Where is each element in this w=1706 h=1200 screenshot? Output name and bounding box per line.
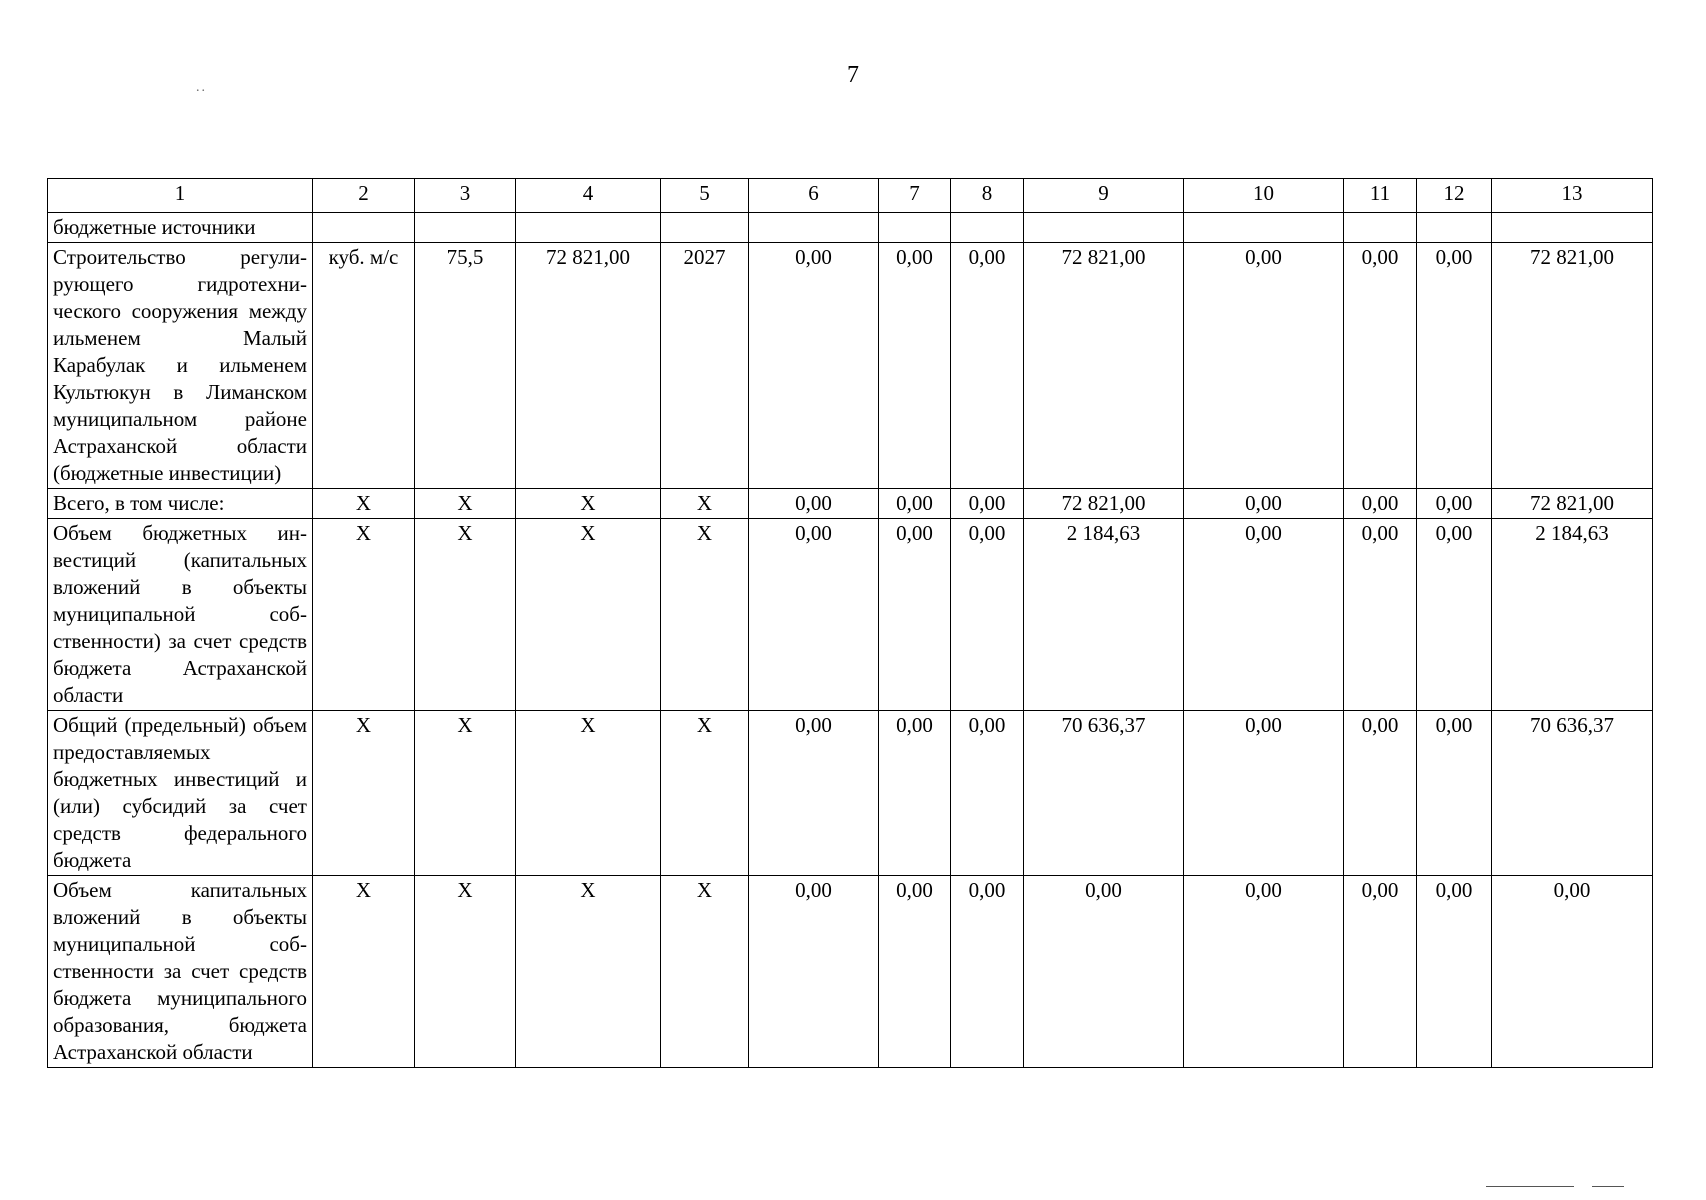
column-number-7: 7 [879,179,951,213]
table-cell-col-6 [749,213,879,243]
table-cell-col-3 [415,213,516,243]
signature-line [1486,1186,1574,1187]
table-cell-col-12: 0,00 [1417,519,1492,711]
table-row [48,213,1653,243]
row-description: Общий (предельный) объем предоставляемых бюджетных инвестиций и (или) субсидий за счет средств федерального бюджета [48,711,313,876]
table-cell-col-4: Х [516,876,661,1068]
table-cell-col-5: 2027 [661,243,749,489]
table-cell-col-6: 0,00 [749,489,879,519]
column-number-4: 4 [516,179,661,213]
table-cell-col-10: 0,00 [1184,243,1344,489]
column-number-2: 2 [313,179,415,213]
table-cell-col-6: 0,00 [749,519,879,711]
column-number-13: 13 [1492,179,1653,213]
table-cell-col-11 [1344,213,1417,243]
table-cell-col-8: 0,00 [951,519,1024,711]
table-cell-col-12: 0,00 [1417,876,1492,1068]
column-number-9: 9 [1024,179,1184,213]
table-cell-col-8: 0,00 [951,876,1024,1068]
table-cell-col-6: 0,00 [749,711,879,876]
table-cell-col-8: 0,00 [951,243,1024,489]
column-number-11: 11 [1344,179,1417,213]
table-cell-col-11: 0,00 [1344,876,1417,1068]
table-cell-col-10: 0,00 [1184,489,1344,519]
column-number-5: 5 [661,179,749,213]
table-cell-col-7 [879,213,951,243]
table-cell-col-4: Х [516,711,661,876]
table-row [48,489,1653,519]
table-cell-col-12: 0,00 [1417,243,1492,489]
table-cell-col-8: 0,00 [951,711,1024,876]
table-cell-col-3: Х [415,876,516,1068]
table-cell-col-4 [516,213,661,243]
table-cell-col-9: 72 821,00 [1024,489,1184,519]
table-cell-col-9: 2 184,63 [1024,519,1184,711]
table-row [48,519,1653,711]
table-cell-col-13: 70 636,37 [1492,711,1653,876]
page-number: 7 [847,62,859,88]
budget-table [47,178,1653,1068]
table-row [48,876,1653,1068]
table-cell-col-4: Х [516,519,661,711]
table-cell-col-13: 72 821,00 [1492,489,1653,519]
table-cell-col-11: 0,00 [1344,489,1417,519]
table-cell-col-9: 0,00 [1024,876,1184,1068]
table-cell-col-2: куб. м/с [313,243,415,489]
table-row [48,243,1653,489]
table-cell-col-2: Х [313,489,415,519]
table-cell-col-9: 70 636,37 [1024,711,1184,876]
table-cell-col-8 [951,213,1024,243]
table-cell-col-13: 2 184,63 [1492,519,1653,711]
column-number-12: 12 [1417,179,1492,213]
table-cell-col-5: Х [661,489,749,519]
table-cell-col-10: 0,00 [1184,876,1344,1068]
table-cell-col-12: 0,00 [1417,711,1492,876]
table-cell-col-2: Х [313,876,415,1068]
table-cell-col-5 [661,213,749,243]
table-cell-col-7: 0,00 [879,243,951,489]
scan-artifact: .. [196,80,207,95]
table-cell-col-12 [1417,213,1492,243]
table-cell-col-5: Х [661,711,749,876]
table-row [48,711,1653,876]
table-cell-col-7: 0,00 [879,489,951,519]
column-number-row [48,179,1653,213]
table-cell-col-8: 0,00 [951,489,1024,519]
table-cell-col-11: 0,00 [1344,243,1417,489]
column-number-10: 10 [1184,179,1344,213]
table-cell-col-13 [1492,213,1653,243]
column-number-6: 6 [749,179,879,213]
row-description: Строительство регулирующего гидротехнического сооружения между ильменем Малый Карабулак и ильменем Культюкун в Лиманском муниципальном районе Астраханской области (бюджетные инвестиции) [48,243,313,489]
table-cell-col-9 [1024,213,1184,243]
table-cell-col-9: 72 821,00 [1024,243,1184,489]
table-cell-col-13: 72 821,00 [1492,243,1653,489]
row-description: Объем капитальных вложений в объекты муниципальной собственности за счет средств бюджета муниципального образования, бюджета Астраханской области [48,876,313,1068]
table-cell-col-7: 0,00 [879,519,951,711]
table-cell-col-4: 72 821,00 [516,243,661,489]
table-cell-col-6: 0,00 [749,243,879,489]
table-cell-col-2 [313,213,415,243]
table-cell-col-2: Х [313,519,415,711]
table-cell-col-3: Х [415,711,516,876]
table-cell-col-13: 0,00 [1492,876,1653,1068]
table-cell-col-11: 0,00 [1344,519,1417,711]
table-cell-col-10 [1184,213,1344,243]
table-cell-col-7: 0,00 [879,876,951,1068]
signature-line [1592,1186,1624,1187]
column-number-1: 1 [48,179,313,213]
table-cell-col-6: 0,00 [749,876,879,1068]
table-cell-col-12: 0,00 [1417,489,1492,519]
row-description: бюджетные источники [48,213,313,243]
table-cell-col-5: Х [661,519,749,711]
table-cell-col-11: 0,00 [1344,711,1417,876]
table-cell-col-5: Х [661,876,749,1068]
table-cell-col-3: Х [415,519,516,711]
row-description: Всего, в том числе: [48,489,313,519]
column-number-3: 3 [415,179,516,213]
row-description: Объем бюджетных инвестиций (капитальных вложений в объекты муниципальной собственности) за счет средств бюджета Астраханской области [48,519,313,711]
column-number-8: 8 [951,179,1024,213]
table-cell-col-10: 0,00 [1184,711,1344,876]
table-cell-col-3: Х [415,489,516,519]
table-cell-col-10: 0,00 [1184,519,1344,711]
table-cell-col-3: 75,5 [415,243,516,489]
table-cell-col-4: Х [516,489,661,519]
table-cell-col-2: Х [313,711,415,876]
table-cell-col-7: 0,00 [879,711,951,876]
